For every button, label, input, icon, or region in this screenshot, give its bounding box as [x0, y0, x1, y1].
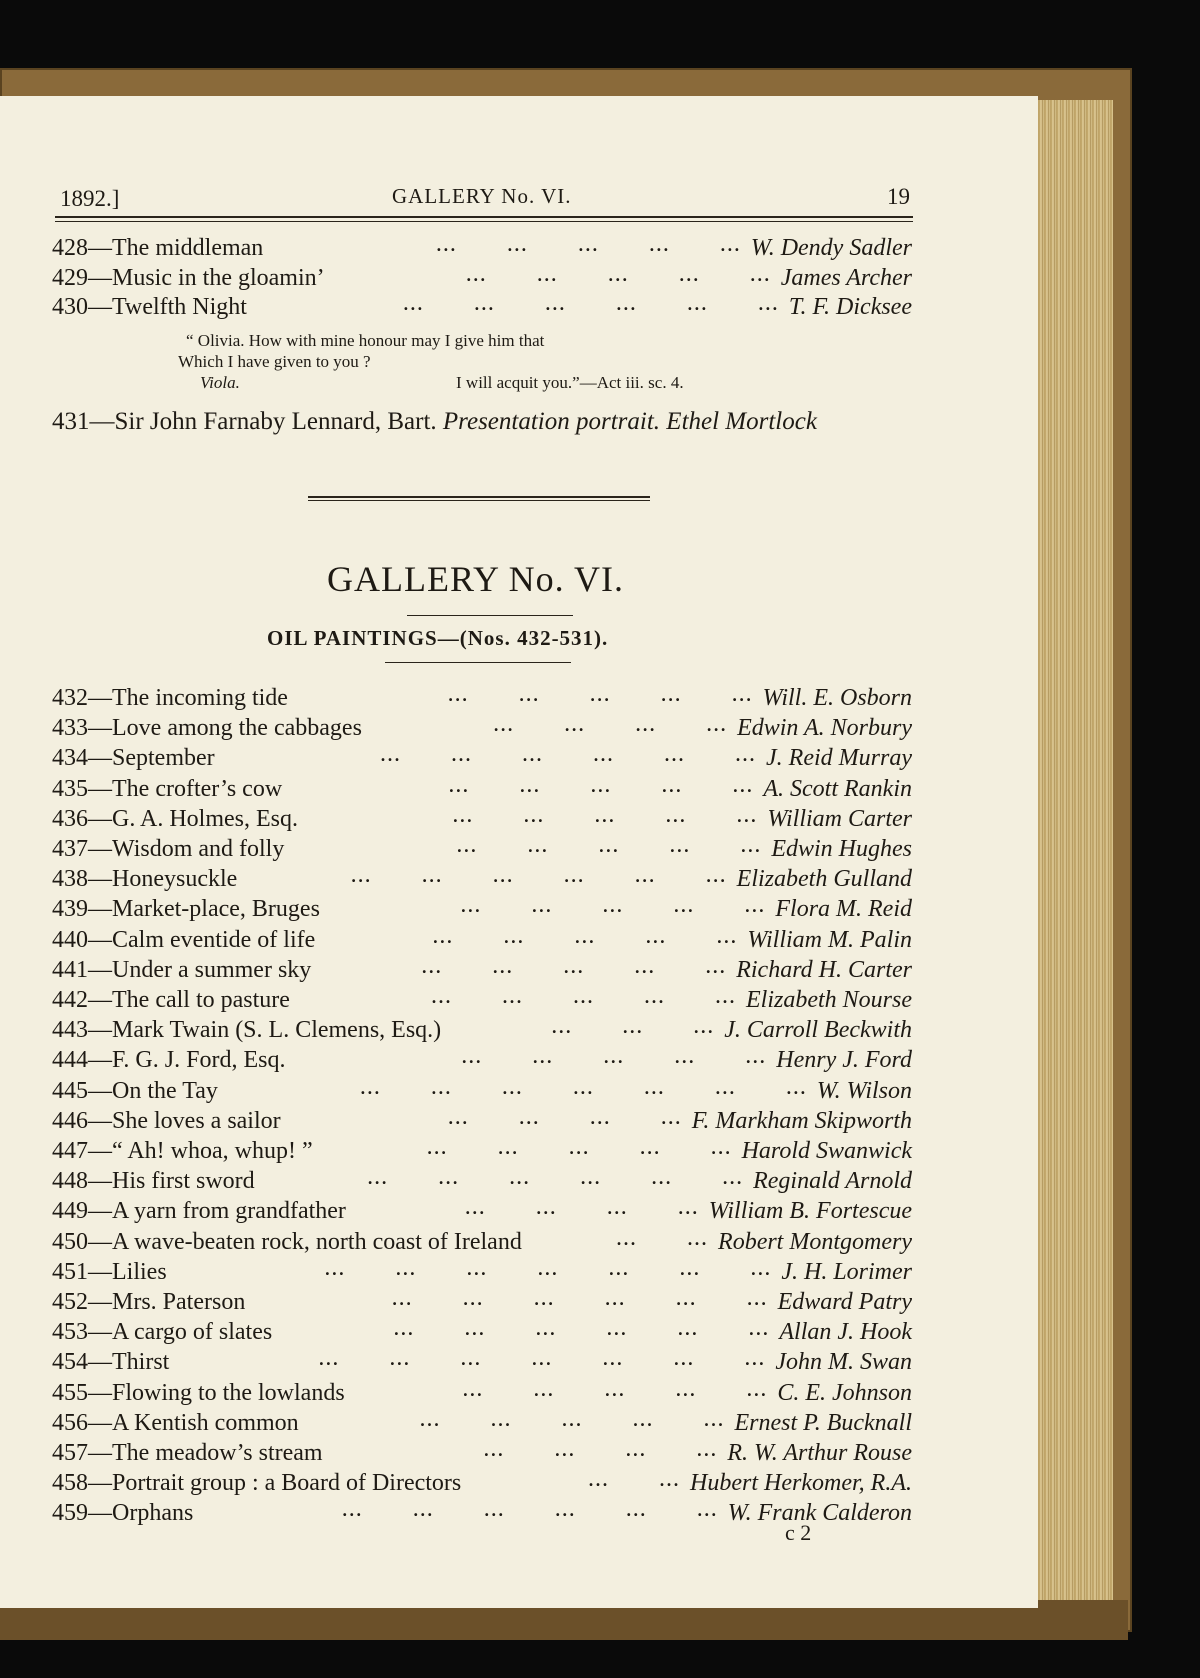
header-rule-top — [55, 216, 913, 218]
leader-dots: ... ... ... ... ... — [465, 260, 771, 287]
entry-artist: Richard H. Carter — [736, 956, 912, 983]
entry-artist: Robert Montgomery — [718, 1228, 912, 1255]
entry-title: 439—Market-place, Bruges — [52, 896, 320, 923]
section-divider-top — [308, 496, 650, 498]
entry-title: 459—Orphans — [52, 1500, 194, 1527]
entry-title: 436—G. A. Holmes, Esq. — [52, 805, 298, 832]
entry-row — [52, 1466, 912, 1499]
entry-artist: John M. Swan — [775, 1349, 912, 1376]
leader-dots: ... ... ... ... ... — [448, 771, 754, 798]
entry-artist: W. Frank Calderon — [727, 1500, 912, 1527]
entry-row — [52, 862, 912, 895]
entry-title: 455—Flowing to the lowlands — [52, 1379, 345, 1406]
entry-row — [52, 1224, 912, 1258]
quote-line-3: I will acquit you.”—Act iii. sc. 4. — [456, 373, 684, 392]
oil-paintings-subheading: OIL PAINTINGS—(Nos. 432-531). — [267, 626, 609, 650]
leader-dots: ... ... ... ... ... — [447, 681, 753, 707]
entry-title: 449—A yarn from grandfather — [52, 1198, 346, 1225]
entry-artist: Reginald Arnold — [753, 1168, 912, 1195]
leader-dots: ... ... — [588, 1466, 681, 1493]
leader-dots: ... ... ... — [551, 1013, 715, 1040]
leader-dots: ... ... ... ... — [464, 1194, 699, 1221]
entry-title: 447—“ Ah! whoa, whup! ” — [52, 1138, 313, 1164]
entry-title: 442—The call to pasture — [52, 987, 290, 1013]
entry-row — [52, 290, 912, 323]
entry-artist: Henry J. Ford — [776, 1047, 912, 1074]
entry-artist: Edward Patry — [777, 1289, 912, 1315]
entry-title: 448—His first sword — [52, 1168, 255, 1195]
leader-dots: ... ... ... ... ... ... ... — [318, 1345, 766, 1372]
entry-title: 446—She loves a sailor — [52, 1107, 281, 1134]
entry-title: 438—Honeysuckle — [52, 866, 238, 893]
running-head-title: GALLERY No. VI. — [392, 184, 572, 208]
entry-title: 454—Thirst — [52, 1349, 170, 1376]
entry-title: 458—Portrait group : a Board of Directors — [52, 1470, 462, 1497]
entry-row — [52, 1013, 912, 1046]
leader-dots: ... ... ... ... ... ... — [402, 290, 779, 316]
entry-title: 453—A cargo of slates — [52, 1319, 273, 1346]
entry-artist: Elizabeth Gulland — [736, 866, 912, 893]
entry-title: 434—September — [52, 745, 215, 772]
entry-row — [52, 1194, 912, 1227]
gallery-heading: GALLERY No. VI. — [327, 559, 624, 599]
entry-row — [52, 711, 912, 744]
entry-row — [52, 1164, 912, 1197]
entry-row — [52, 1496, 912, 1529]
entry-artist: Ernest P. Bucknall — [734, 1409, 912, 1436]
quote-line-2: Which I have given to you ? — [178, 352, 371, 371]
entry-title: 429—Music in the gloamin’ — [52, 264, 325, 291]
entry-title: 435—The crofter’s cow — [52, 775, 283, 802]
entry-artist: C. E. Johnson — [777, 1379, 912, 1406]
page-fore-edge — [1025, 100, 1113, 1600]
entry-title: 451—Lilies — [52, 1258, 167, 1285]
entry-row — [52, 801, 912, 835]
entry-artist: J. H. Lorimer — [781, 1258, 912, 1285]
entry-row — [52, 892, 912, 925]
entry-artist: Edwin Hughes — [771, 836, 912, 862]
leader-dots: ... ... ... ... ... — [462, 1375, 768, 1402]
leader-dots: ... ... ... ... ... — [435, 231, 741, 257]
leader-dots: ... ... ... ... ... — [460, 892, 766, 919]
entry-title: 437—Wisdom and folly — [52, 836, 285, 862]
leader-dots: ... ... ... ... ... — [431, 983, 736, 1009]
entry-artist: T. F. Dicksee — [788, 294, 912, 320]
entry-row — [52, 741, 912, 774]
entry-row — [52, 1103, 912, 1137]
leader-dots: ... ... ... ... ... ... — [350, 862, 727, 889]
entry-431-note: Presentation portrait. — [442, 408, 661, 435]
entry-title: 443—Mark Twain (S. L. Clemens, Esq.) — [52, 1017, 442, 1044]
leader-dots: ... ... ... ... ... ... ... — [359, 1073, 807, 1100]
leader-dots: ... ... ... ... ... ... — [341, 1496, 718, 1523]
leader-dots: ... ... ... ... ... — [456, 832, 762, 858]
header-rule-bottom — [55, 221, 913, 222]
entry-row — [52, 1285, 912, 1318]
leader-dots: ... ... ... ... — [447, 1103, 682, 1130]
entry-title: 450—A wave-beaten rock, north coast of Ireland — [52, 1228, 522, 1255]
leader-dots: ... ... ... ... ... ... — [380, 741, 757, 768]
entry-title: 444—F. G. J. Ford, Esq. — [52, 1047, 286, 1074]
entry-artist: Elizabeth Nourse — [746, 987, 912, 1013]
entry-artist: W. Wilson — [816, 1077, 912, 1104]
entry-row — [52, 952, 912, 986]
entry-row — [52, 1134, 912, 1167]
subheading-underline — [385, 662, 571, 663]
entry-artist: A. Scott Rankin — [763, 775, 912, 802]
entry-row — [52, 1043, 912, 1076]
entry-artist: William Carter — [767, 805, 912, 832]
section-divider-bottom — [308, 500, 650, 501]
entry-row — [52, 1315, 912, 1348]
page-number: 19 — [887, 184, 910, 209]
leader-dots: ... ... ... ... — [493, 711, 728, 738]
entry-artist: R. W. Arthur Rouse — [727, 1440, 912, 1466]
entry-title: 452—Mrs. Paterson — [52, 1289, 246, 1315]
leader-dots: ... ... ... ... ... — [452, 801, 758, 828]
entry-431-artist: Ethel Mortlock — [666, 408, 817, 435]
heading-underline — [407, 615, 573, 616]
leader-dots: ... ... — [616, 1224, 709, 1251]
entry-artist: William M. Palin — [747, 926, 912, 953]
entry-title: 441—Under a summer sky — [52, 956, 312, 983]
entry-431 — [52, 408, 817, 436]
leader-dots: ... ... ... ... ... ... ... — [324, 1254, 772, 1281]
leader-dots: ... ... ... ... ... — [432, 922, 738, 949]
entry-artist: W. Dendy Sadler — [750, 235, 912, 261]
entry-431-title: 431—Sir John Farnaby Lennard, Bart. — [52, 408, 437, 435]
entry-artist: James Archer — [780, 264, 912, 291]
entry-artist: William B. Fortescue — [708, 1198, 912, 1225]
entry-row — [52, 1254, 912, 1288]
signature-mark: c 2 — [785, 1520, 812, 1545]
entry-row — [52, 832, 912, 865]
entry-row — [52, 771, 912, 805]
entry-title: 433—Love among the cabbages — [52, 715, 362, 742]
leader-dots: ... ... ... ... ... — [419, 1405, 725, 1432]
entry-artist: J. Carroll Beckwith — [724, 1017, 912, 1044]
entry-row — [52, 983, 912, 1016]
entry-artist: Hubert Herkomer, R.A. — [690, 1470, 912, 1497]
entry-title: 445—On the Tay — [52, 1077, 218, 1104]
leader-dots: ... ... ... ... ... ... — [393, 1315, 770, 1342]
entry-artist: F. Markham Skipworth — [691, 1107, 912, 1134]
leader-dots: ... ... ... ... — [483, 1436, 718, 1462]
entry-title: 430—Twelfth Night — [52, 294, 247, 320]
entry-row — [52, 922, 912, 956]
entry-title: 428—The middleman — [52, 235, 264, 261]
entry-row — [52, 1375, 912, 1409]
entry-artist: Edwin A. Norbury — [737, 715, 912, 742]
entry-row — [52, 1405, 912, 1439]
entry-artist: Flora M. Reid — [775, 896, 912, 923]
leader-dots: ... ... ... ... ... ... — [367, 1164, 744, 1191]
entry-artist: J. Reid Murray — [766, 745, 912, 772]
entry-title: 440—Calm eventide of life — [52, 926, 316, 953]
entry-title: 456—A Kentish common — [52, 1409, 299, 1436]
entry-row — [52, 1345, 912, 1378]
leader-dots: ... ... ... ... ... — [421, 952, 727, 979]
leader-dots: ... ... ... ... ... — [426, 1134, 732, 1160]
leader-dots: ... ... ... ... ... — [461, 1043, 767, 1070]
entry-row — [52, 1436, 912, 1469]
entry-artist: Harold Swanwick — [741, 1138, 912, 1164]
entry-title: 432—The incoming tide — [52, 685, 288, 711]
entry-row — [52, 1073, 912, 1107]
entry-title: 457—The meadow’s stream — [52, 1440, 323, 1466]
running-head-year: 1892.] — [60, 186, 120, 211]
entry-row — [52, 681, 912, 714]
leader-dots: ... ... ... ... ... ... — [391, 1285, 768, 1311]
entry-artist: Allan J. Hook — [779, 1319, 912, 1346]
quote-speaker-viola: Viola. — [200, 373, 240, 392]
entry-artist: Will. E. Osborn — [762, 685, 912, 711]
quote-line-olivia: “ Olivia. How with mine honour may I give him that — [186, 331, 545, 350]
